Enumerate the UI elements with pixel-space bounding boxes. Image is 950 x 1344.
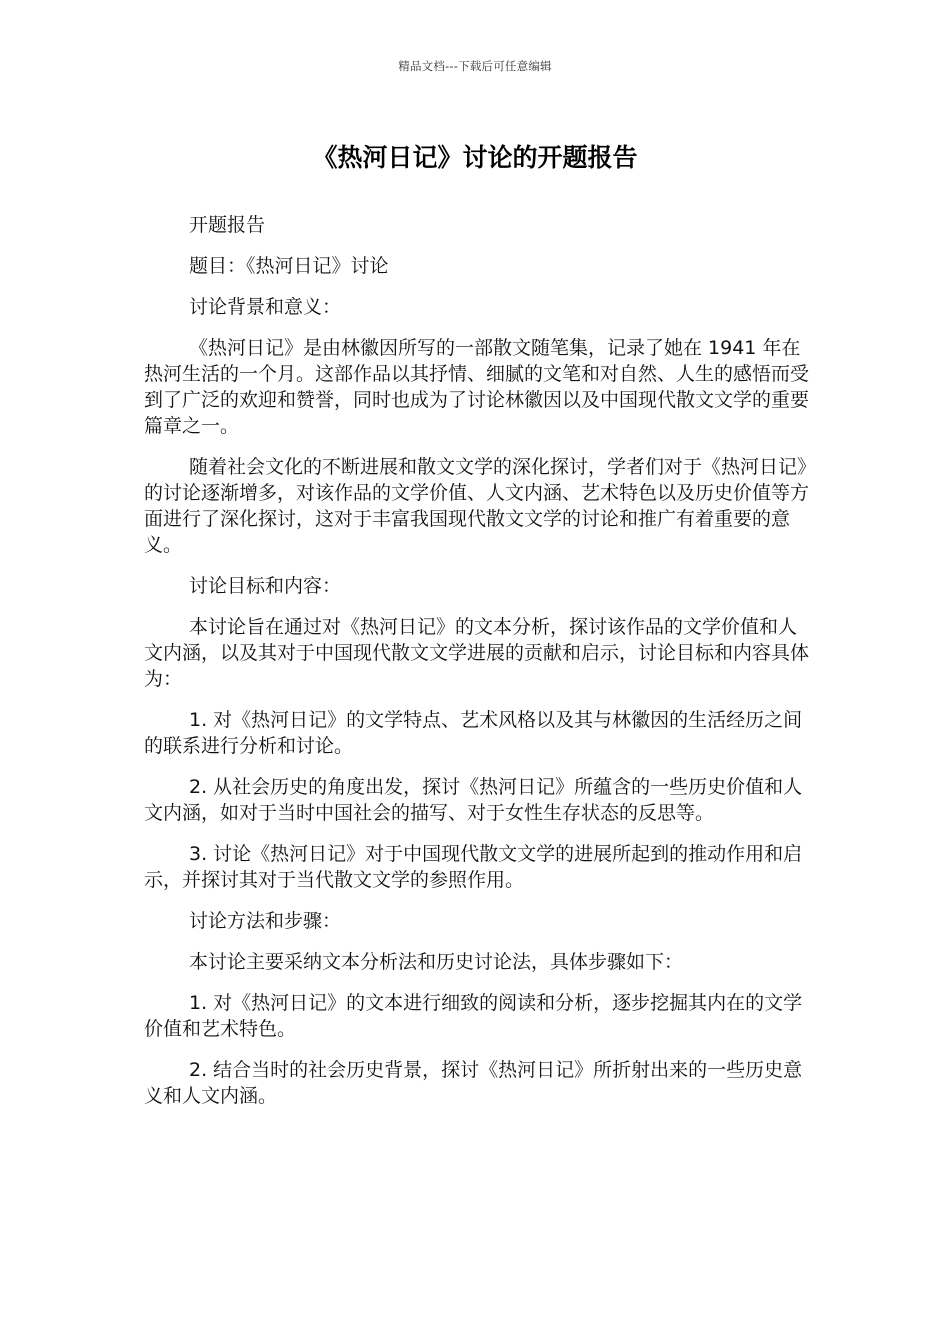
paragraph-goals-intro: 本讨论旨在通过对《热河日记》的文本分析，探讨该作品的文学价值和人文内涵，以及其对于中国现代散文文学进展的贡献和启示，讨论目标和内容具体为： <box>144 616 810 690</box>
paragraph-report-label: 开题报告 <box>189 214 266 236</box>
document-body <box>144 212 812 1124</box>
paragraph-step-1: 1. 对《热河日记》的文本进行细致的阅读和分析，逐步挖掘其内在的文学价值和艺术特色。 <box>144 992 803 1040</box>
paragraph-step-2: 2. 结合当时的社会历史背景，探讨《热河日记》所折射出来的一些历史意义和人文内涵。 <box>144 1059 803 1107</box>
paragraph-topic: 题目：《热河日记》讨论 <box>189 255 389 277</box>
paragraph-background-2: 随着社会文化的不断进展和散文文学的深化探讨，学者们对于《热河日记》的讨论逐渐增多，对该作品的文学价值、人文内涵、艺术特色以及历史价值等方面进行了深化探讨，这对于丰富我国现代散文文学的讨论和推广有着重要的意义。 <box>144 456 810 556</box>
heading-goals: 讨论目标和内容： <box>189 575 342 597</box>
paragraph-methods-intro: 本讨论主要采纳文本分析法和历史讨论法，具体步骤如下： <box>189 951 684 973</box>
heading-background: 讨论背景和意义： <box>189 296 342 318</box>
document-title: 《热河日记》讨论的开题报告 <box>312 143 638 172</box>
header-note: 精品文档---下载后可任意编辑 <box>398 59 552 73</box>
heading-methods: 讨论方法和步骤： <box>189 910 342 932</box>
paragraph-goal-1: 1. 对《热河日记》的文学特点、艺术风格以及其与林徽因的生活经历之间的联系进行分析和讨论。 <box>144 709 803 757</box>
paragraph-background-1: 《热河日记》是由林徽因所写的一部散文随笔集，记录了她在 1941 年在热河生活的一个月。这部作品以其抒情、细腻的文笔和对自然、人生的感悟而受到了广泛的欢迎和赞誉，同时也成为了讨论林徽因以及中国现代散文文学的重要篇章之一。 <box>144 337 810 437</box>
paragraph-goal-3: 3. 讨论《热河日记》对于中国现代散文文学的进展所起到的推动作用和启示，并探讨其对于当代散文文学的参照作用。 <box>144 843 803 891</box>
paragraph-goal-2: 2. 从社会历史的角度出发，探讨《热河日记》所蕴含的一些历史价值和人文内涵，如对于当时中国社会的描写、对于女性生存状态的反思等。 <box>144 776 803 824</box>
